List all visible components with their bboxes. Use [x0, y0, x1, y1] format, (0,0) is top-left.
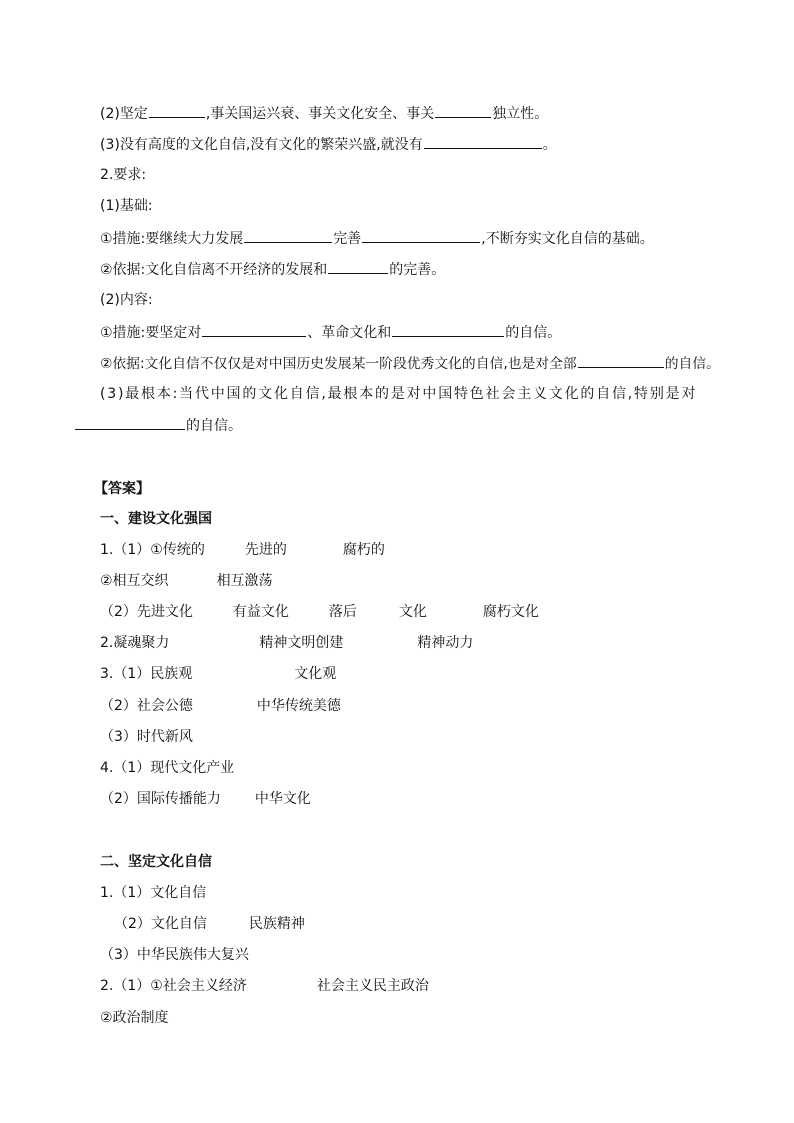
answer-item: （2）文化自信 — [114, 916, 207, 932]
answer-item: （2）社会公德 — [100, 698, 193, 714]
fill-blank — [362, 229, 480, 243]
answer-item: 民族精神 — [248, 916, 305, 932]
text: 、革命文化和 — [307, 325, 392, 341]
answer-item: 落后 — [328, 604, 357, 620]
answer-item: 文化观 — [294, 666, 337, 682]
answer-row: 4.（1）现代文化产业 — [100, 760, 235, 776]
question-line — [100, 135, 557, 154]
answer-item: （2）先进文化 — [100, 604, 193, 620]
answer-row — [100, 603, 539, 621]
text: 。 — [542, 137, 557, 153]
text: 的自信。 — [186, 418, 242, 434]
question-line — [74, 416, 242, 435]
question-line — [100, 260, 445, 279]
text: (3)没有高度的文化自信,没有文化的繁荣兴盛,就没有 — [100, 137, 423, 153]
answer-item: 2.凝魂聚力 — [100, 635, 170, 651]
answer-item: 有益文化 — [232, 604, 289, 620]
answer-row — [100, 977, 429, 995]
text: 的自信。 — [664, 356, 720, 372]
answer-item: 中华文化 — [254, 791, 311, 807]
question-line: (2)内容: — [100, 292, 153, 308]
text: ,不断夯实文化自信的基础。 — [481, 231, 654, 247]
fill-blank — [244, 229, 332, 243]
text: ②依据:文化自信不仅仅是对中国历史发展某一阶段优秀文化的自信,也是对全部 — [100, 356, 577, 372]
answer-row — [100, 634, 473, 652]
text: 独立性。 — [492, 106, 549, 122]
answers-title: 【答案】 — [94, 481, 150, 497]
answer-item: 精神文明创建 — [259, 635, 344, 651]
answer-row: （3）时代新风 — [100, 729, 193, 745]
answer-item: 相互激荡 — [216, 573, 273, 589]
answer-row: 1.（1）文化自信 — [100, 885, 207, 901]
text: ①措施:要继续大力发展 — [100, 231, 244, 247]
answer-item: 2.（1）①社会主义经济 — [100, 978, 247, 994]
answer-item: 腐朽的 — [342, 542, 385, 558]
answer-item: 中华传统美德 — [256, 698, 341, 714]
answer-row — [100, 572, 273, 590]
answer-row: （3）中华民族伟大复兴 — [100, 947, 249, 963]
text: ,事关国运兴衰、事关文化安全、事关 — [205, 106, 435, 122]
text: ①措施:要坚定对 — [100, 325, 202, 341]
question-line — [100, 104, 548, 123]
answer-row — [100, 541, 385, 559]
fill-blank — [435, 104, 491, 118]
answer-row — [100, 665, 336, 683]
text: (2)坚定 — [100, 106, 148, 122]
answer-item: 社会主义民主政治 — [316, 978, 429, 994]
text: 的完善。 — [389, 262, 446, 278]
text: 的自信。 — [505, 325, 562, 341]
answer-row — [100, 790, 311, 808]
answer-item: 3.（1）民族观 — [100, 666, 193, 682]
question-line — [100, 229, 654, 248]
fill-blank — [328, 260, 388, 274]
fill-blank — [424, 135, 542, 149]
answer-item: （2）国际传播能力 — [100, 791, 221, 807]
text: 完善 — [333, 231, 362, 247]
question-line: (3)最根本:当代中国的文化自信,最根本的是对中国特色社会主义文化的自信,特别是对 — [100, 386, 698, 402]
answer-item: 文化 — [398, 604, 427, 620]
answer-item: 精神动力 — [417, 635, 474, 651]
question-line — [100, 323, 561, 342]
fill-blank — [578, 354, 664, 368]
text: ②依据:文化自信离不开经济的发展和 — [100, 262, 328, 278]
answer-row — [114, 915, 305, 933]
answer-item: 1.（1）①传统的 — [100, 542, 205, 558]
answer-row — [100, 697, 341, 715]
answer-item: 腐朽文化 — [482, 604, 539, 620]
question-line — [100, 354, 720, 373]
section-heading: 一、建设文化强国 — [100, 511, 212, 527]
question-line: 2.要求: — [100, 167, 147, 183]
answer-row: ②政治制度 — [100, 1010, 169, 1026]
fill-blank — [392, 323, 504, 337]
answer-item: 先进的 — [244, 542, 287, 558]
fill-blank — [149, 104, 205, 118]
section-heading: 二、坚定文化自信 — [100, 854, 212, 870]
question-line: (1)基础: — [100, 198, 153, 214]
fill-blank — [75, 416, 185, 430]
answer-item: ②相互交织 — [100, 573, 169, 589]
fill-blank — [202, 323, 306, 337]
